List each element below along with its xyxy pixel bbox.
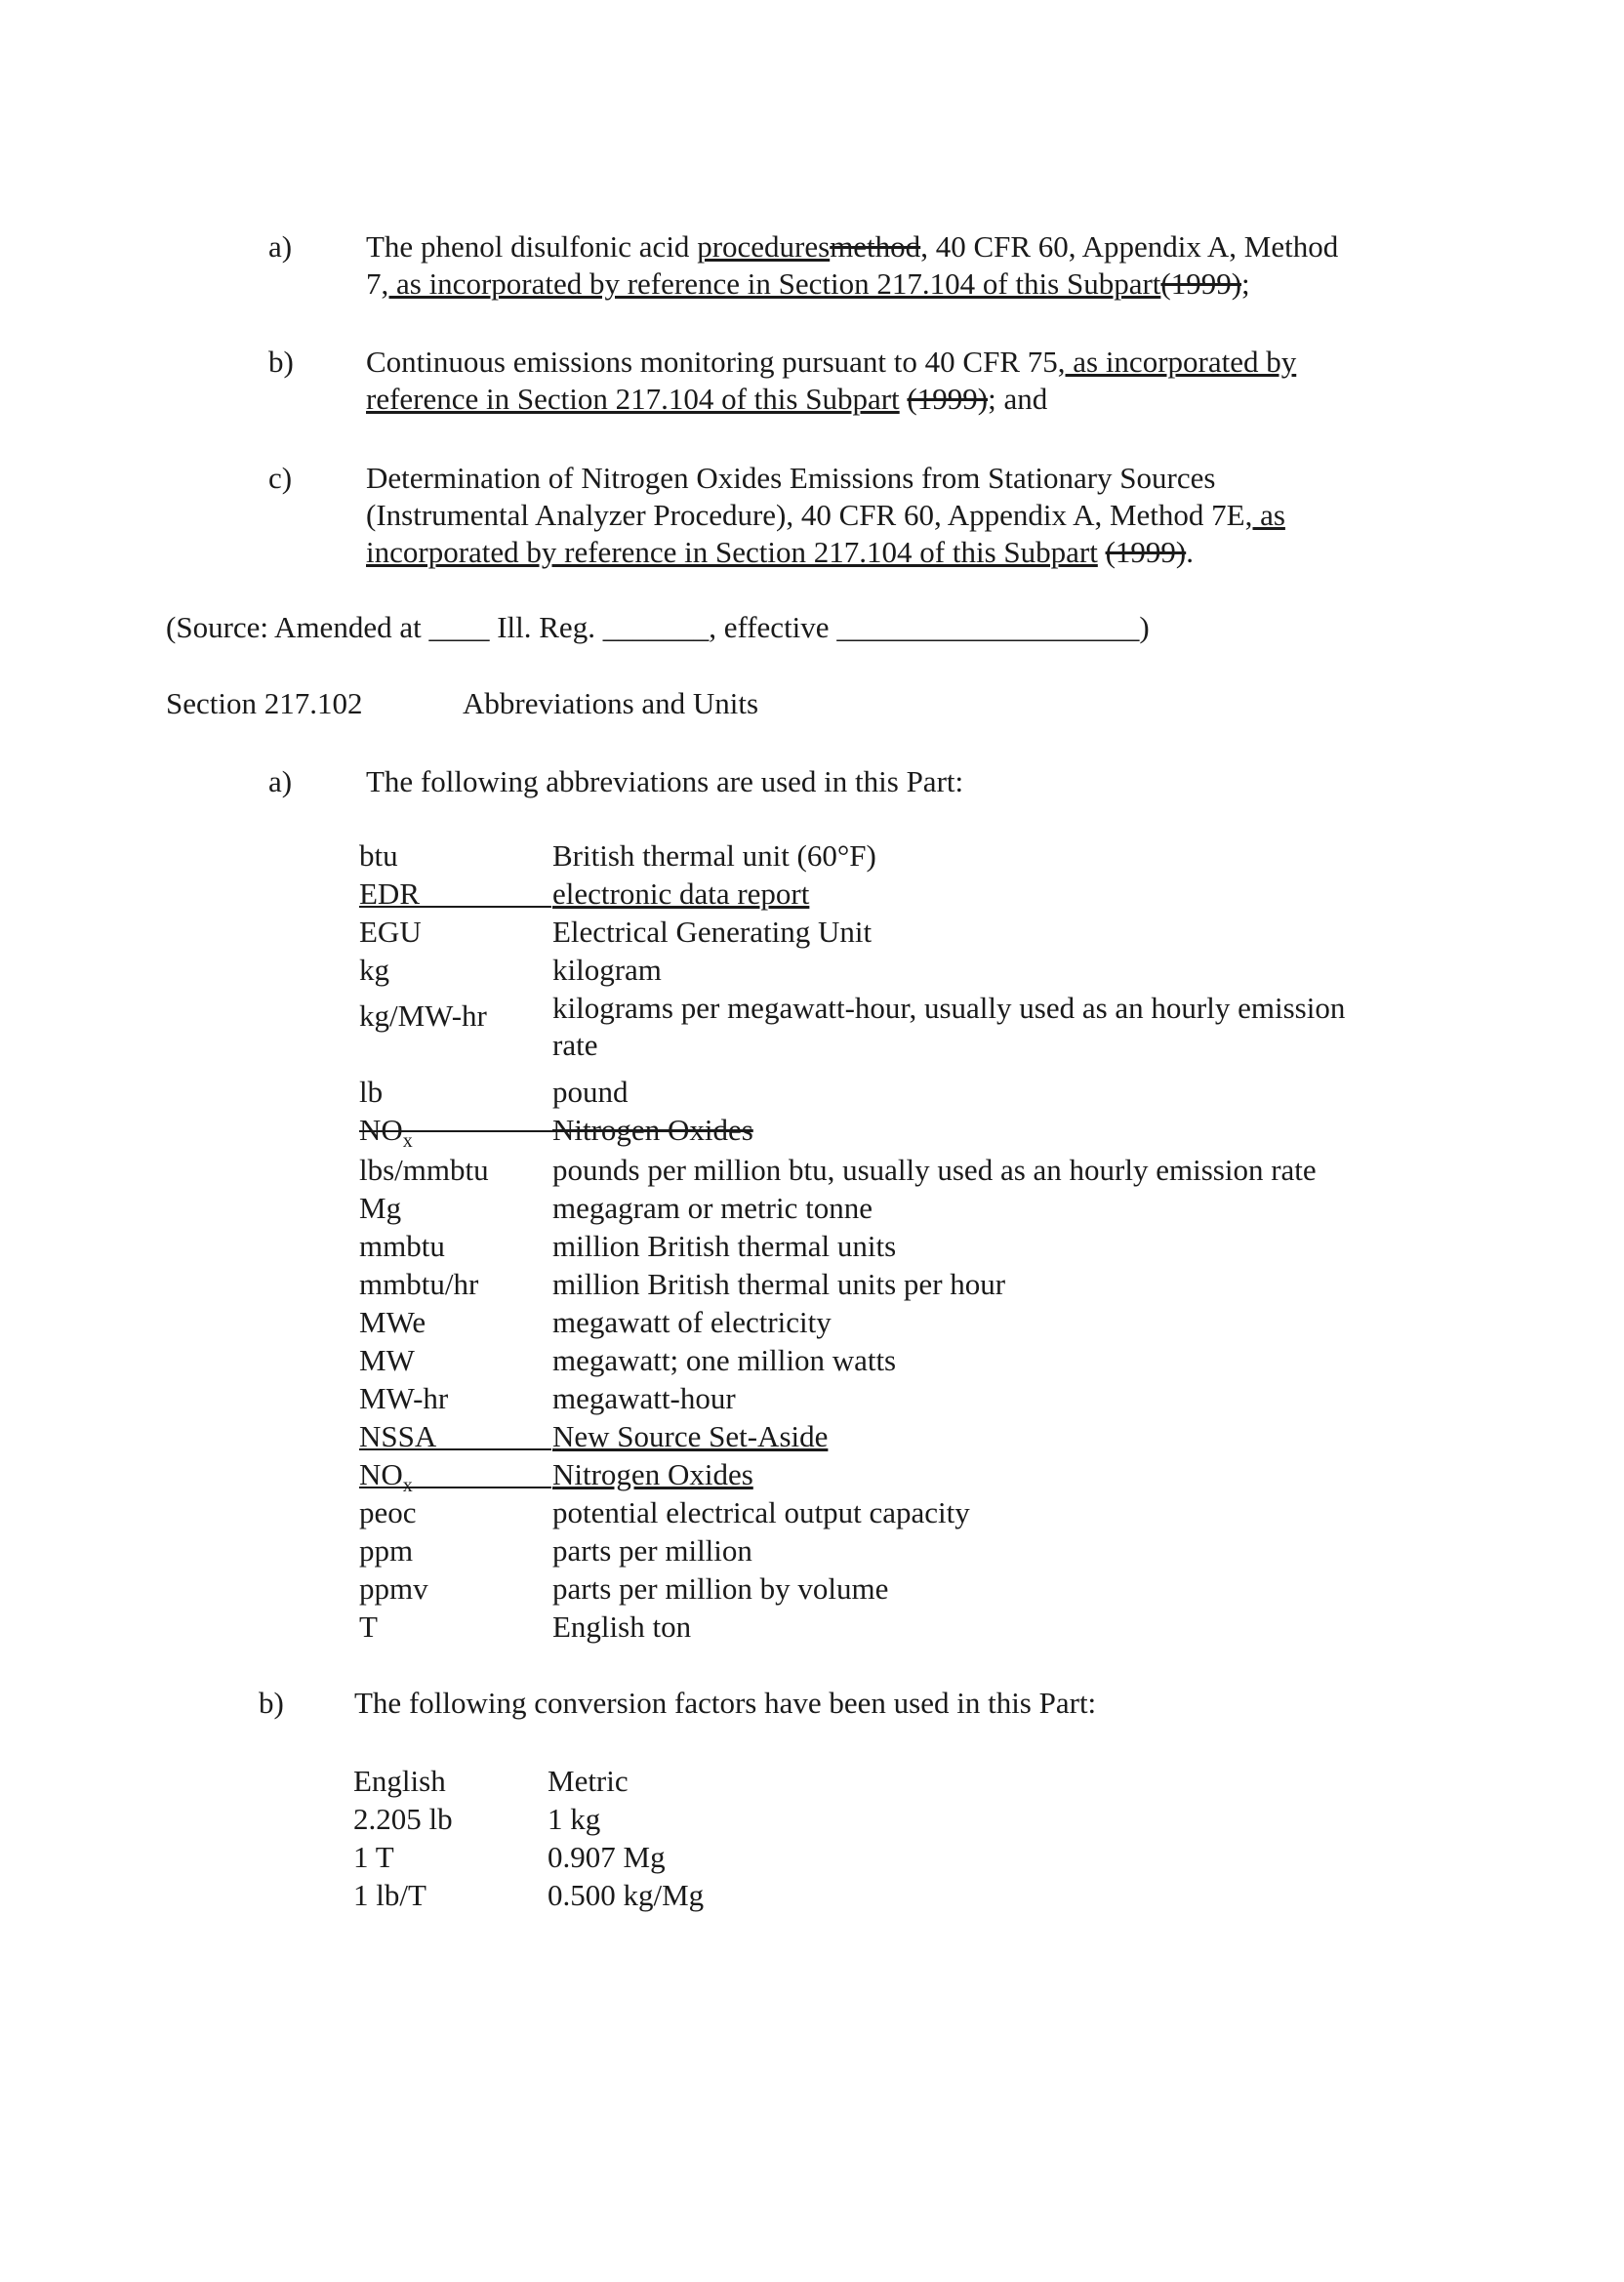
abbreviation-term: EDR	[359, 876, 551, 908]
metric-value: 0.907 Mg	[548, 1840, 666, 1874]
item-label: c)	[268, 461, 293, 495]
abbreviation-definition	[552, 990, 1345, 1064]
abbreviation-definition: megawatt of electricity	[552, 1305, 832, 1339]
abbreviation-term: peoc	[359, 1495, 417, 1529]
source-note	[166, 609, 1150, 646]
definition-line: kilograms per megawatt-hour, usually used as an hourly emission	[552, 991, 1346, 1025]
abbreviation-definition: New Source Set-Aside	[552, 1419, 829, 1453]
deleted-text: (1999)	[1105, 535, 1187, 569]
abbreviation-row	[0, 1190, 1624, 1228]
text-line	[366, 344, 1459, 381]
part-text: The following abbreviations are used in this Part:	[366, 764, 964, 798]
abbreviation-row	[0, 1609, 1624, 1647]
metric-value: 0.500 kg/Mg	[548, 1878, 705, 1912]
item-text	[366, 344, 1459, 418]
abbreviation-definition: kilogram	[552, 953, 662, 987]
section-number: Section 217.102	[166, 686, 363, 720]
abbreviation-row	[0, 1380, 1624, 1418]
abbreviation-term: ppmv	[359, 1571, 428, 1606]
abbreviation-definition: parts per million	[552, 1533, 752, 1568]
abbreviation-term: $NO_x$	[359, 1113, 413, 1153]
text-line	[366, 381, 1459, 418]
abbreviation-row	[0, 1112, 1624, 1153]
abbreviation-row	[0, 1266, 1624, 1304]
text-segment: ;	[1241, 266, 1250, 301]
abbreviation-row	[0, 1456, 1624, 1497]
source-prefix: (Source: Amended at	[166, 610, 429, 644]
abbreviation-definition: million British thermal units per hour	[552, 1267, 1006, 1301]
definition-line: rate	[552, 1028, 598, 1062]
inserted-text: , as	[1244, 498, 1285, 532]
abbreviation-term: MW	[359, 1343, 415, 1377]
section-title: Abbreviations and Units	[463, 686, 759, 720]
item-label: a)	[268, 229, 293, 264]
abbreviation-definition: potential electrical output capacity	[552, 1495, 970, 1529]
abbreviation-term: mmbtu/hr	[359, 1267, 479, 1301]
abbreviation-definition: million British thermal units	[552, 1229, 897, 1263]
english-value: 2.205 lb	[353, 1802, 453, 1836]
source-blank: ____	[428, 610, 490, 644]
abbreviation-row	[0, 1304, 1624, 1342]
abbreviation-definition: megawatt-hour	[552, 1381, 736, 1415]
abbreviation-row	[0, 876, 1624, 914]
abbreviation-row	[0, 914, 1624, 952]
abbreviation-row	[0, 991, 1624, 1062]
abbreviation-term: $NO_x$	[359, 1456, 551, 1488]
text-segment: Continuous emissions monitoring pursuant to 40 CFR 75	[366, 345, 1058, 379]
text-segment: (Instrumental Analyzer Procedure), 40 CFR 60, Appendix A, Method 7E	[366, 498, 1245, 532]
part-text: The following conversion factors have been used in this Part:	[354, 1686, 1097, 1720]
text-line	[366, 265, 1459, 303]
english-value: 1 lb/T	[353, 1878, 426, 1912]
abbreviation-definition: Nitrogen Oxides	[552, 1457, 753, 1491]
text-segment	[1098, 535, 1106, 569]
abbreviation-definition: megawatt; one million watts	[552, 1343, 897, 1377]
inserted-text: procedures	[697, 229, 831, 264]
abbreviation-term: MW-hr	[359, 1381, 449, 1415]
column-header: Metric	[548, 1764, 629, 1798]
source-text: Ill. Reg.	[489, 610, 603, 644]
english-value: 1 T	[353, 1840, 394, 1874]
item-text	[366, 228, 1459, 303]
text-segment: ; and	[988, 382, 1048, 416]
abbreviation-term: kg/MW-hr	[359, 998, 487, 1033]
abbreviation-row	[0, 1418, 1624, 1456]
text-segment: The phenol disulfonic acid	[366, 229, 698, 264]
abbreviation-definition: Nitrogen Oxides	[552, 1113, 753, 1147]
inserted-text: reference in Section 217.104 of this Subpart	[366, 382, 900, 416]
abbreviation-definition: megagram or metric tonne	[552, 1191, 873, 1225]
deleted-text: (1999)	[1160, 266, 1242, 301]
text-segment: Determination of Nitrogen Oxides Emissions from Stationary Sources	[366, 461, 1216, 495]
source-blank: _______	[602, 610, 710, 644]
abbreviation-term: mmbtu	[359, 1229, 445, 1263]
abbreviation-term: kg	[359, 953, 389, 987]
abbreviation-definition: pound	[552, 1075, 629, 1109]
abbreviation-definition: English ton	[552, 1610, 692, 1644]
abbreviation-term: EGU	[359, 915, 422, 949]
text-segment: 7	[366, 266, 382, 301]
abbreviation-term: MWe	[359, 1305, 426, 1339]
deleted-text: method	[830, 229, 921, 264]
abbreviation-term: Mg	[359, 1191, 402, 1225]
abbreviation-definition: electronic data report	[552, 876, 810, 911]
text-line	[366, 460, 1459, 497]
abbreviation-term: T	[359, 1610, 378, 1644]
abbreviation-row	[0, 837, 1624, 876]
inserted-text: , as incorporated by reference in Section 217.104 of this Subpart	[381, 266, 1161, 301]
item-label: b)	[268, 345, 294, 379]
abbreviation-row	[0, 1532, 1624, 1570]
part-label: b)	[259, 1686, 284, 1720]
metric-value: 1 kg	[548, 1802, 601, 1836]
text-segment: .	[1186, 535, 1194, 569]
part-label: a)	[268, 764, 293, 798]
text-line	[366, 497, 1459, 534]
abbreviation-row	[0, 952, 1624, 990]
section-heading	[166, 685, 759, 722]
abbreviation-definition: parts per million by volume	[552, 1571, 889, 1606]
abbreviation-term: btu	[359, 838, 398, 873]
inserted-text: , as incorporated by	[1057, 345, 1297, 379]
inserted-text: incorporated by reference in Section 217.104 of this Subpart	[366, 535, 1098, 569]
source-text: , effective	[709, 610, 837, 644]
column-header: English	[353, 1764, 446, 1798]
abbreviation-row	[0, 1152, 1624, 1190]
abbreviation-term: NSSA	[359, 1418, 551, 1450]
text-line	[366, 534, 1459, 571]
item-text	[366, 460, 1459, 571]
abbreviation-term: lbs/mmbtu	[359, 1153, 489, 1187]
abbreviation-term: lb	[359, 1075, 384, 1109]
abbreviation-row	[0, 1342, 1624, 1380]
abbreviation-row	[0, 1074, 1624, 1112]
abbreviation-definition: pounds per million btu, usually used as an hourly emission rate	[552, 1153, 1317, 1187]
deleted-text: (1999)	[907, 382, 989, 416]
abbreviation-row	[0, 1570, 1624, 1609]
abbreviation-definition: British thermal unit (60°F)	[552, 838, 876, 873]
source-blank: ____________________	[836, 610, 1140, 644]
text-line	[366, 228, 1459, 265]
abbreviation-term: ppm	[359, 1533, 414, 1568]
abbreviation-row	[0, 1228, 1624, 1266]
abbreviation-definition: Electrical Generating Unit	[552, 915, 873, 949]
abbreviation-row	[0, 1494, 1624, 1532]
source-suffix: )	[1139, 610, 1150, 644]
text-segment: , 40 CFR 60, Appendix A, Method	[920, 229, 1339, 264]
